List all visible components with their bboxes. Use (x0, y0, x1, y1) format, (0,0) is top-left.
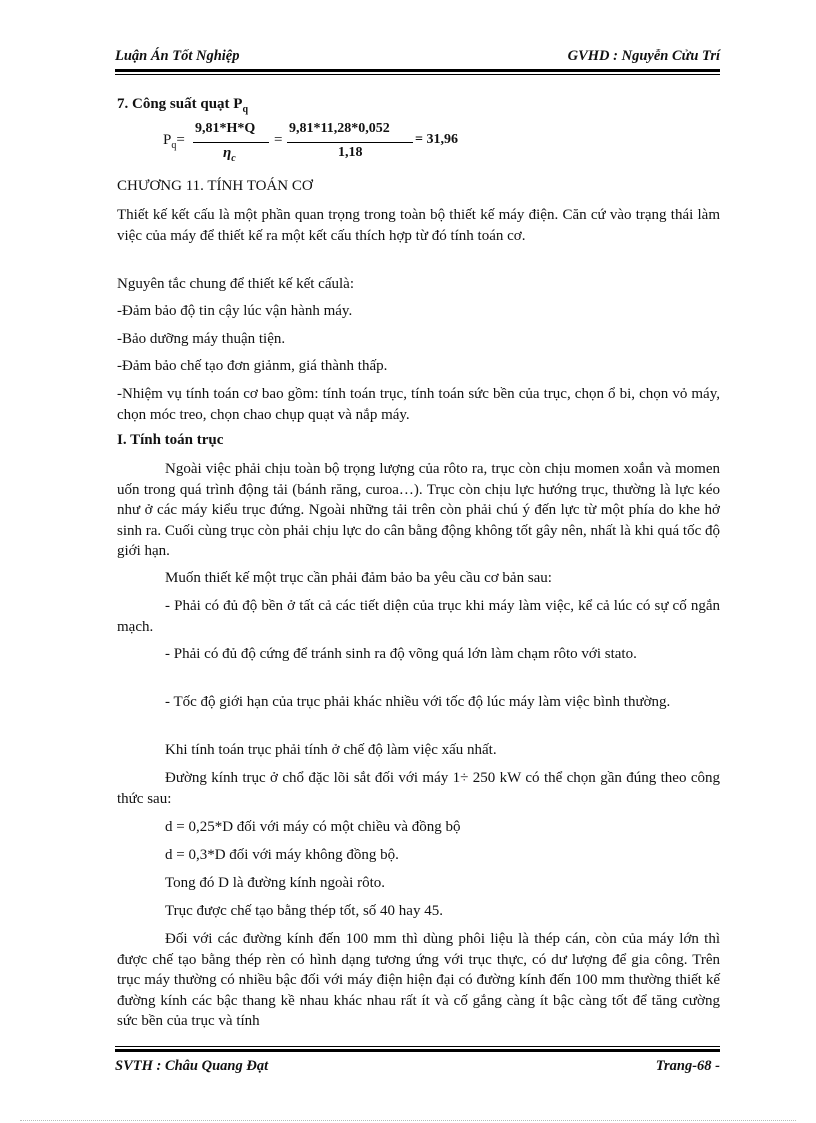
paragraph-diameter: Đường kính trục ở chổ đặc lõi sắt đối với máy 1÷ 250 kW có thể chọn gần đúng theo công thức sau: (117, 770, 720, 807)
requirement-strength: - Phải có đủ độ bền ở tất cả các tiết diện của trục khi máy làm việc, kể cả lúc có sự cố ngắn mạch. (117, 598, 720, 635)
paragraph-shaft-loads: Ngoài việc phải chịu toàn bộ trọng lượng của rôto ra, trục còn chịu momen xoắn và momen uốn trong quá trình động tải (bánh răng, curoa…). Trục còn chịu lực hướng trục, thường là lực kéo như ở các máy kiểu trục đứng. Ngoài những tải trên còn phải chú ý đến lực từ một phía do khe hở sinh ra. Cuối cùng trục còn phải chịu lực do cân bằng động không tốt gây nên, nhất là khi quá tốc độ giới hạn. (117, 461, 720, 559)
footer-rule (115, 1046, 720, 1052)
formula-num2: 9,81*11,28*0,052 (289, 121, 390, 136)
paragraph-principle: Nguyên tắc chung để thiết kế kết cấulà: (117, 276, 354, 292)
formula-lhs: $P_q=$ (163, 132, 185, 151)
formula-result: = 31,96 (415, 132, 458, 147)
paragraph-forging: Đối với các đường kính đến 100 mm thì dùng phôi liệu là thép cán, còn của máy lớn thì được chế tạo bằng thép rèn có hình dạng tương ứng với trục thực, có dư lượng để gia công. Trên trục máy thường có nhiều bậc đối với máy điện hiện đại có đường kính đến 100 mm thường thiết kế đường kính các bậc thang kề nhau khác nhau rất ít và cố gắng càng ít bậc càng tốt để tăng cường sức bền của trục và tính (117, 931, 720, 1029)
formula-sync: d = 0,25*D đối với máy có một chiều và đồng bộ (165, 819, 461, 835)
section-7-title: 7. Công suất quạt $P_q$ (117, 96, 249, 115)
paragraph-d-definition: Tong đó D là đường kính ngoài rôto. (165, 875, 385, 891)
section-1-title: I. Tính toán trục (117, 432, 224, 448)
bullet-manufacturing: -Đảm bảo chế tạo đơn giảnm, giá thành thấp. (117, 358, 388, 374)
paragraph-intro: Thiết kế kết cấu là một phần quan trọng trong toàn bộ thiết kế máy điện. Căn cứ vào trạng thái làm việc của máy để thiết kế ra một kết cấu thích hợp từ đó tính toán cơ. (117, 207, 720, 244)
header-advisor: GVHD : Nguyễn Cửu Trí (567, 48, 720, 64)
page-bottom-dotted-line (20, 1120, 796, 1121)
formula-num1: 9,81*H*Q (195, 121, 256, 136)
footer-page-number: Trang-68 - (655, 1058, 720, 1074)
header-rule (115, 69, 720, 75)
bullet-reliability: -Đảm bảo độ tin cậy lúc vận hành máy. (117, 303, 353, 319)
paragraph-steel: Trục được chế tạo bằng thép tốt, số 40 hay 45. (165, 903, 443, 919)
footer-student: SVTH : Châu Quang Đạt (115, 1058, 269, 1074)
fraction-line-2 (287, 142, 413, 143)
paragraph-requirements: Muốn thiết kế một trục cần phải đảm bảo ba yêu cầu cơ bản sau: (165, 570, 552, 586)
header-thesis-title: Luận Án Tốt Nghiệp (115, 48, 240, 64)
formula-den2: 1,18 (338, 145, 363, 160)
bullet-maintenance: -Bảo dưỡng máy thuận tiện. (117, 331, 286, 347)
requirement-speed: - Tốc độ giới hạn của trục phải khác nhiều với tốc độ lúc máy làm việc bình thường. (165, 694, 671, 710)
formula-async: d = 0,3*D đối với máy không đồng bộ. (165, 847, 399, 863)
formula-den1: $\eta_c$ (223, 145, 236, 164)
page-header (115, 48, 720, 68)
bullet-tasks: -Nhiệm vụ tính toán cơ bao gồm: tính toán trục, tính toán sức bền của trục, chọn ổ bi, chọn vỏ máy, chọn móc treo, chọn chao chụp quạt và nắp máy. (117, 386, 720, 423)
subscript-q: q (242, 104, 249, 115)
chapter-title: CHƯƠNG 11. TÍNH TOÁN CƠ (117, 178, 313, 194)
fraction-line-1 (193, 142, 269, 143)
formula-eq2: = (274, 132, 283, 148)
requirement-stiffness: - Phải có đủ độ cứng để tránh sinh ra độ võng quá lớn làm chạm rôto với stato. (165, 646, 637, 662)
power-formula (163, 118, 483, 168)
paragraph-worst-case: Khi tính toán trục phải tính ở chế độ làm việc xấu nhất. (165, 742, 497, 758)
page-footer (115, 1058, 720, 1078)
